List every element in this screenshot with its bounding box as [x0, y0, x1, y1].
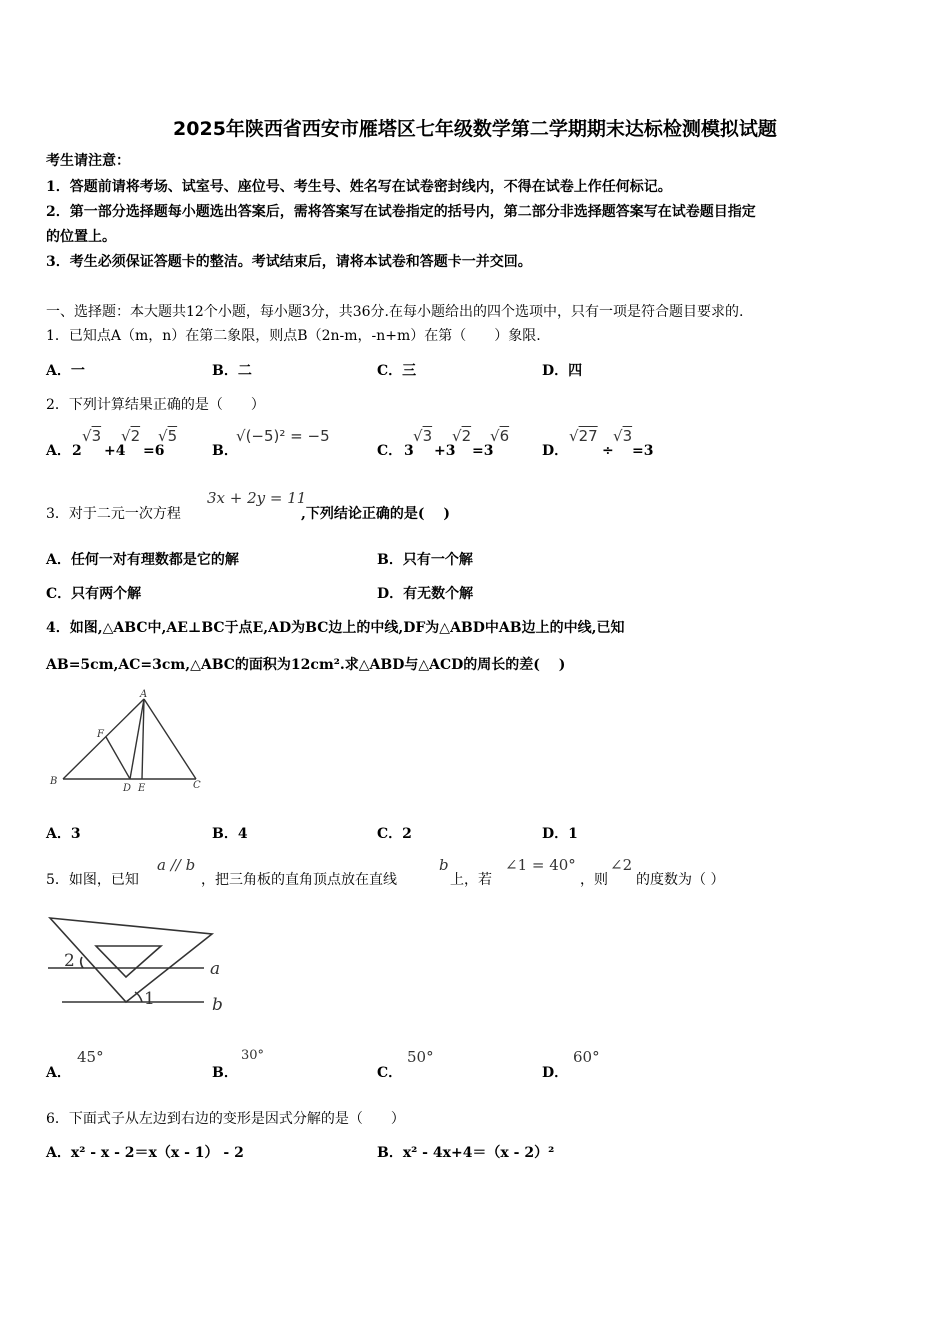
q2-stem: 2．下列计算结果正确的是（ ） [46, 397, 265, 413]
q5-inner-triangle [96, 946, 161, 977]
q4-segment-ac [144, 699, 196, 779]
q5-math-angle2: ∠2 [610, 856, 633, 874]
q2-c-radical-1: √3 [413, 427, 433, 445]
q1-option-c: C．三 [377, 363, 417, 379]
q5-option-c-value: 50° [407, 1048, 434, 1066]
q5-option-a-label: A． [46, 1065, 71, 1081]
q3-stem-post: ,下列结论正确的是( ) [301, 506, 450, 522]
q4-segment-df [106, 737, 130, 779]
q3-option-b: B．只有一个解 [377, 552, 473, 568]
q2-b-expr: (−5)² = −5 [245, 427, 330, 445]
q3-equation: 3x + 2y = 11 [207, 489, 307, 507]
q4-label-f: F [97, 729, 104, 740]
q2-a-radicand-3: 5 [167, 427, 178, 445]
q5-option-c-label: C． [377, 1065, 403, 1081]
q2-a-radicand-2: 2 [130, 427, 141, 445]
q3-option-a: A．任何一对有理数都是它的解 [46, 552, 239, 568]
q2-d-radical-1: √27 [569, 427, 598, 445]
notice-heading: 考生请注意： [46, 153, 130, 169]
q2-d-div: ÷ [602, 443, 614, 459]
q1-option-a: A．一 [46, 363, 85, 379]
q5-option-d-label: D． [542, 1065, 569, 1081]
q1-option-b: B．二 [212, 363, 252, 379]
q5-triangle-ruler-figure [46, 912, 236, 1022]
q5-math-b: b [439, 856, 449, 874]
q5-math-parallel: a // b [157, 856, 196, 874]
q2-a-radicand-1: 3 [91, 427, 102, 445]
q5-label-2: 2 [64, 951, 75, 971]
q2-c-plus: +3 [434, 443, 456, 459]
q2-d-eq: =3 [632, 443, 654, 459]
q5-label-b: b [212, 995, 223, 1015]
q2-a-plus: +4 [104, 443, 126, 459]
q6-option-a: A．x² - x - 2＝x（x - 1） - 2 [46, 1145, 244, 1161]
q2-c-radical-3: √6 [490, 427, 510, 445]
q2-c-radical-2: √2 [452, 427, 472, 445]
q5-option-a-value: 45° [77, 1048, 104, 1066]
q5-stem-pre: 5．如图，已知 [46, 872, 139, 888]
q2-c-coef: 3 [404, 443, 414, 459]
q2-option-b-label: B． [212, 443, 238, 459]
q5-option-b-label: B． [212, 1065, 238, 1081]
q5-stem-mid1: ，把三角板的直角顶点放在直线 [201, 872, 397, 888]
q5-stem-post: 的度数为（ ） [636, 872, 725, 888]
q4-label-d: D [123, 783, 132, 794]
q5-option-b-value: 30° [241, 1048, 265, 1063]
q4-label-a: A [140, 689, 148, 700]
section-heading: 一、选择题：本大题共12个小题，每小题3分，共36分.在每小题给出的四个选项中，只有一项是符合题目要求的. [46, 304, 744, 320]
q5-option-d-value: 60° [573, 1048, 600, 1066]
q5-label-1: 1 [144, 989, 155, 1009]
q2-d-radicand-2: 3 [622, 427, 633, 445]
q4-label-b: B [50, 776, 58, 787]
q3-option-d: D．有无数个解 [377, 586, 474, 602]
q5-stem-mid3: ，则 [580, 872, 608, 888]
q3-stem-pre: 3．对于二元一次方程 [46, 506, 181, 522]
notice-item-2: 2．第一部分选择题每小题选出答案后，需将答案写在试卷指定的括号内，第二部分非选择题答案写在试卷题目指定 [46, 204, 756, 220]
q6-option-b: B．x² - 4x+4＝（x - 2）² [377, 1145, 555, 1161]
q2-option-d-label: D． [542, 443, 569, 459]
q2-a-radical-3: √5 [158, 427, 178, 445]
q4-option-d: D．1 [542, 826, 578, 842]
q2-a-radical-1: √3 [82, 427, 102, 445]
page-title: 2025年陕西省西安市雁塔区七年级数学第二学期期末达标检测模拟试题 [173, 118, 777, 140]
q5-label-a: a [210, 959, 221, 979]
q1-stem: 1．已知点A（m，n）在第二象限，则点B（2n-m，-n+m）在第（ ）象限. [46, 328, 541, 344]
q5-math-angle1: ∠1 = 40° [505, 856, 576, 874]
q3-option-c: C．只有两个解 [46, 586, 142, 602]
q4-stem-line1: 4．如图,△ABC中,AE⊥BC于点E,AD为BC边上的中线,DF为△ABD中AB边上的中线,已知 [46, 620, 625, 636]
q2-c-radicand-3: 6 [499, 427, 510, 445]
q4-option-c: C．2 [377, 826, 412, 842]
q5-stem-mid2: 上，若 [450, 872, 492, 888]
q2-c-radicand-1: 3 [422, 427, 433, 445]
q4-label-e: E [138, 783, 146, 794]
q1-option-d: D．四 [542, 363, 583, 379]
q2-a-coef: 2 [72, 443, 82, 459]
notice-item-3: 3．考生必须保证答题卡的整洁。考试结束后，请将本试卷和答题卡一并交回。 [46, 254, 532, 270]
q4-option-a: A．3 [46, 826, 81, 842]
q5-angle-1-arc [135, 992, 142, 1002]
q2-d-radical-2: √3 [613, 427, 633, 445]
q4-label-c: C [193, 780, 201, 791]
q6-stem: 6．下面式子从左边到右边的变形是因式分解的是（ ） [46, 1111, 405, 1127]
q2-a-eq: =6 [143, 443, 165, 459]
q2-option-a-label: A． [46, 443, 71, 459]
q4-triangle-figure [46, 685, 216, 800]
q2-b-radical: √(−5)² = −5 [236, 427, 330, 445]
q2-c-eq: =3 [472, 443, 494, 459]
q2-c-radicand-2: 2 [461, 427, 472, 445]
q5-angle-2-arc [81, 957, 83, 968]
q4-stem-line2: AB=5cm,AC=3cm,△ABC的面积为12cm².求△ABD与△ACD的周长的差( ) [46, 657, 566, 673]
q2-option-c-label: C． [377, 443, 403, 459]
notice-item-2-cont: 的位置上。 [46, 229, 116, 245]
notice-item-1: 1．答题前请将考场、试室号、座位号、考生号、姓名写在试卷密封线内，不得在试卷上作任何标记。 [46, 179, 672, 195]
q2-a-radical-2: √2 [121, 427, 141, 445]
q2-d-radicand-1: 27 [578, 427, 598, 445]
q4-option-b: B．4 [212, 826, 248, 842]
